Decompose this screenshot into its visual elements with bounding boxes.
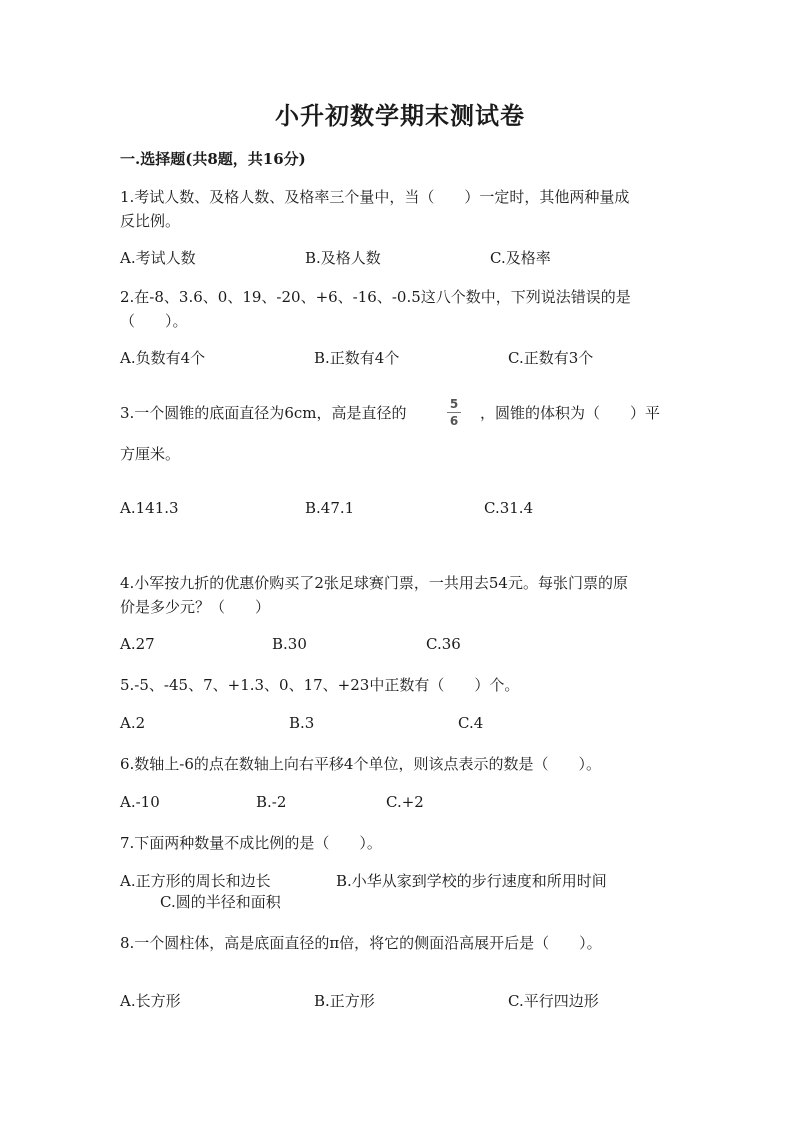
- question-3-option-a: A.141.3: [120, 499, 179, 517]
- question-3-text: 3.一个圆锥的底面直径为6cm，高是直径的: [120, 404, 407, 422]
- page-title: 小升初数学期末测试卷: [275, 101, 525, 130]
- question-4-option-a: A.27: [120, 635, 155, 653]
- question-2-option-a: A.负数有4个: [120, 349, 206, 367]
- question-4-option-c: C.36: [426, 635, 461, 653]
- question-3-option-b: B.47.1: [305, 499, 355, 517]
- question-8-text: 8.一个圆柱体，高是底面直径的π倍，将它的侧面沿高展开后是（ ）。: [120, 934, 602, 952]
- question-5-option-b: B.3: [289, 714, 315, 732]
- question-4-text-cont: 价是多少元？（ ）: [120, 598, 271, 616]
- question-3-text-after: ，圆锥的体积为（ ）平: [480, 404, 661, 422]
- question-6-option-b: B.-2: [256, 793, 287, 811]
- fraction-numerator: 5: [449, 397, 459, 411]
- section-heading: 一.选择题(共8题，共16分): [120, 150, 306, 168]
- question-1-option-b: B.及格人数: [305, 249, 381, 267]
- question-6-option-c: C.+2: [386, 793, 424, 811]
- question-3-option-c: C.31.4: [484, 499, 534, 517]
- question-7-option-c: C.圆的半径和面积: [160, 893, 281, 911]
- question-3-text-cont: 方厘米。: [120, 445, 181, 463]
- fraction-bar: [447, 412, 461, 413]
- question-1-text: 1.考试人数、及格人数、及格率三个量中，当（ ）一定时，其他两种量成: [120, 188, 630, 206]
- question-2-option-c: C.正数有3个: [508, 349, 594, 367]
- question-8-option-a: A.长方形: [120, 992, 181, 1010]
- question-5-option-c: C.4: [458, 714, 484, 732]
- question-1-option-c: C.及格率: [490, 249, 551, 267]
- question-5-text: 5.-5、-45、7、+1.3、0、17、+23中正数有（ ）个。: [120, 676, 520, 694]
- question-8-option-b: B.正方形: [314, 992, 375, 1010]
- question-2-option-b: B.正数有4个: [314, 349, 400, 367]
- fraction-five-sixths: [446, 397, 462, 428]
- question-2-text: 2.在-8、3.6、0、19、-20、+6、-16、-0.5这八个数中，下列说法错误的是: [120, 288, 631, 306]
- question-1-text-cont: 反比例。: [120, 212, 181, 230]
- question-6-option-a: A.-10: [120, 793, 160, 811]
- question-4-option-b: B.30: [272, 635, 307, 653]
- question-4-text: 4.小军按九折的优惠价购买了2张足球赛门票，一共用去54元。每张门票的原: [120, 574, 628, 592]
- question-1-option-a: A.考试人数: [120, 249, 196, 267]
- question-7-text: 7.下面两种数量不成比例的是（ ）。: [120, 834, 382, 852]
- question-8-option-c: C.平行四边形: [508, 992, 599, 1010]
- question-7-option-b: B.小华从家到学校的步行速度和所用时间: [336, 872, 607, 890]
- question-7-option-a: A.正方形的周长和边长: [120, 872, 271, 890]
- question-2-text-cont: （ ）。: [120, 312, 188, 330]
- fraction-denominator: 6: [449, 414, 459, 428]
- question-6-text: 6.数轴上-6的点在数轴上向右平移4个单位，则该点表示的数是（ ）。: [120, 755, 601, 773]
- question-5-option-a: A.2: [120, 714, 146, 732]
